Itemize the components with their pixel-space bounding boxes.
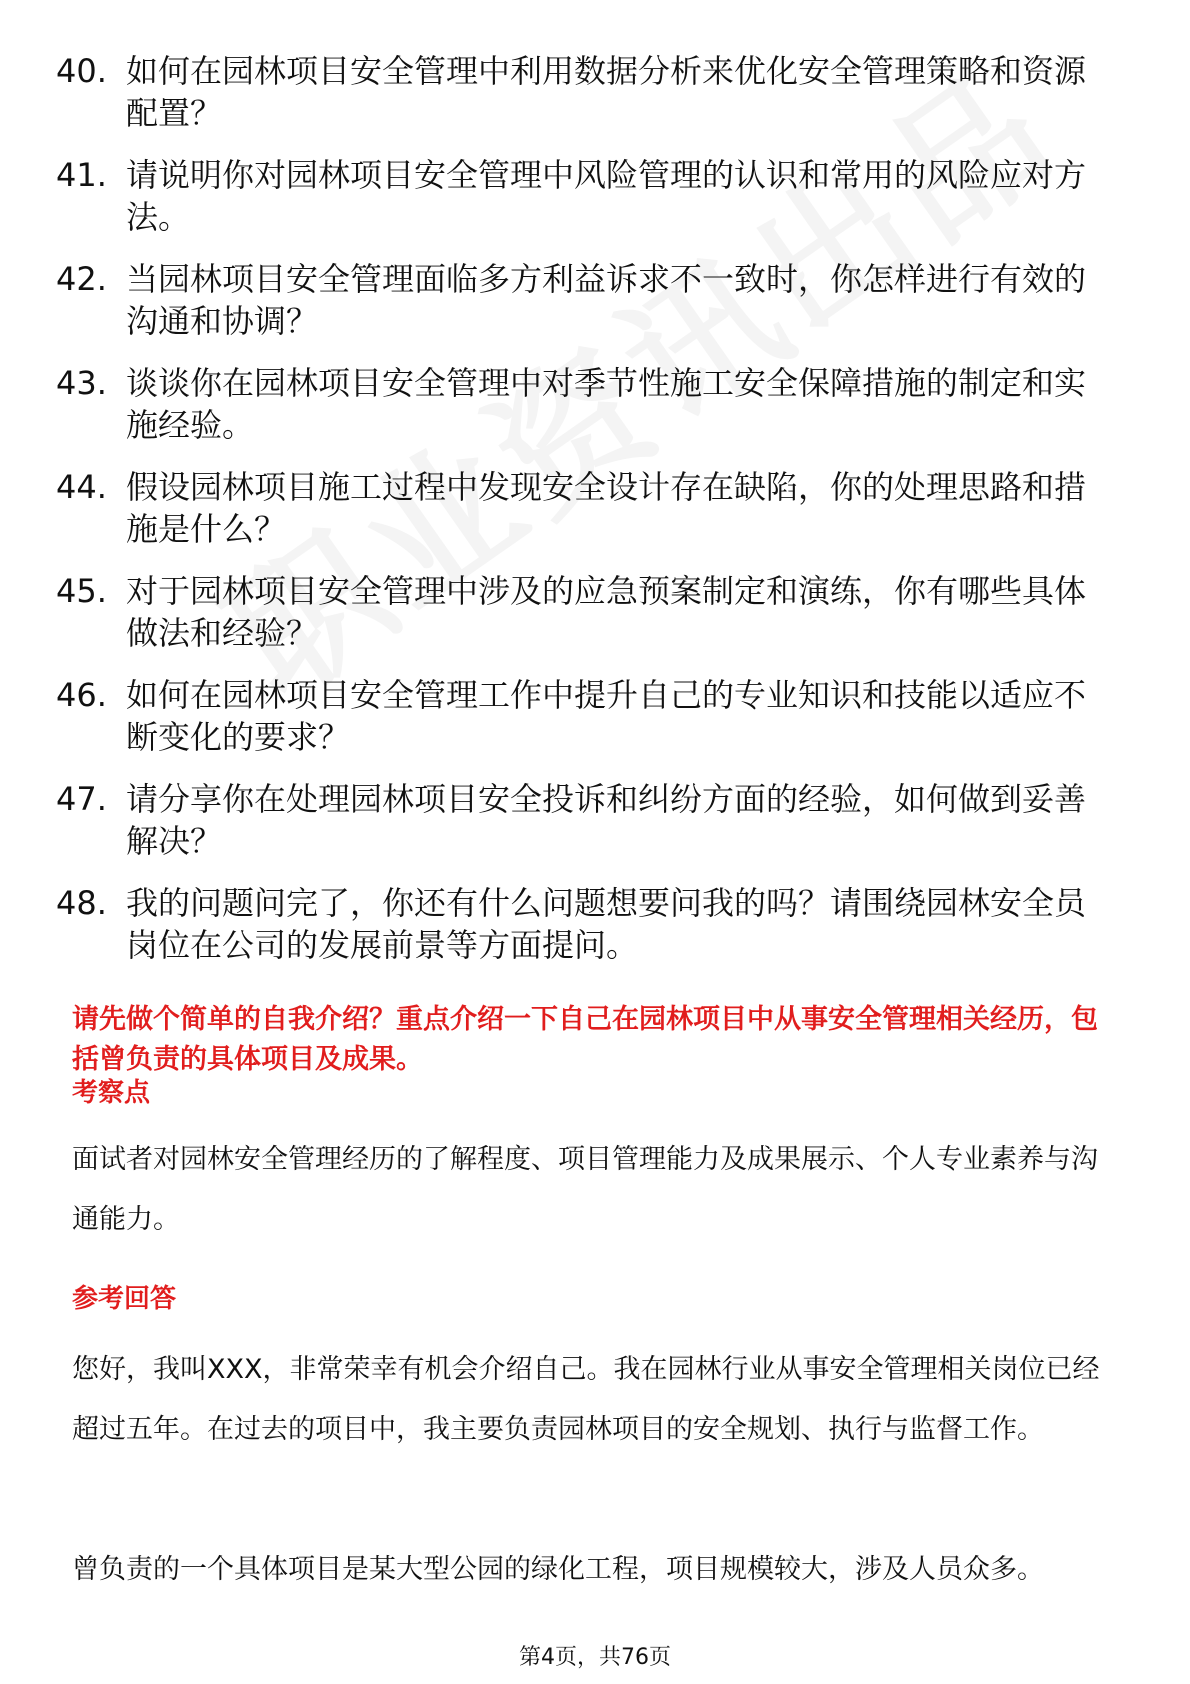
- reference-answer-title: 参考回答: [72, 1284, 177, 1314]
- question-text: 请分享你在处理园林项目安全投诉和纠纷方面的经验，如何做到妥善解决？: [126, 780, 1087, 860]
- question-item: [56, 154, 1136, 238]
- question-text: 谈谈你在园林项目安全管理中对季节性施工安全保障措施的制定和实施经验。: [126, 364, 1087, 444]
- question-number: 47.: [56, 780, 107, 818]
- question-number: 48.: [56, 884, 107, 922]
- highlight-question: 请先做个简单的自我介绍？重点介绍一下自己在园林项目中从事安全管理相关经历，包括曾负责的具体项目及成果。: [72, 1004, 1098, 1075]
- exam-point-text: 面试者对园林安全管理经历的了解程度、项目管理能力及成果展示、个人专业素养与沟通能力。: [72, 1144, 1098, 1235]
- question-item: [56, 466, 1136, 550]
- question-item: [56, 50, 1136, 134]
- question-item: [56, 882, 1136, 966]
- question-number: 46.: [56, 676, 107, 714]
- question-number: 42.: [56, 260, 107, 298]
- question-number: 43.: [56, 364, 107, 402]
- reference-paragraph: 曾负责的一个具体项目是某大型公园的绿化工程，项目规模较大，涉及人员众多。: [72, 1554, 1044, 1585]
- question-number: 45.: [56, 572, 107, 610]
- question-text: 对于园林项目安全管理中涉及的应急预案制定和演练，你有哪些具体做法和经验？: [126, 572, 1087, 652]
- question-number: 40.: [56, 52, 107, 90]
- exam-point-title: 考察点: [72, 1078, 151, 1108]
- question-list: [56, 50, 1136, 986]
- question-text: 我的问题问完了，你还有什么问题想要问我的吗？请围绕园林安全员岗位在公司的发展前景等方面提问。: [126, 884, 1087, 964]
- question-text: 请说明你对园林项目安全管理中风险管理的认识和常用的风险应对方法。: [126, 156, 1087, 236]
- reference-paragraph: 您好，我叫XXX，非常荣幸有机会介绍自己。我在园林行业从事安全管理相关岗位已经超过五年。在过去的项目中，我主要负责园林项目的安全规划、执行与监督工作。: [72, 1354, 1100, 1445]
- page-footer: 第4页，共76页: [519, 1645, 671, 1670]
- question-text: 当园林项目安全管理面临多方利益诉求不一致时，你怎样进行有效的沟通和协调？: [126, 260, 1087, 340]
- question-item: [56, 258, 1136, 342]
- question-item: [56, 362, 1136, 446]
- question-text: 如何在园林项目安全管理工作中提升自己的专业知识和技能以适应不断变化的要求？: [126, 676, 1087, 756]
- question-item: [56, 674, 1136, 758]
- question-text: 假设园林项目施工过程中发现安全设计存在缺陷，你的处理思路和措施是什么？: [126, 468, 1087, 548]
- question-item: [56, 570, 1136, 654]
- question-number: 41.: [56, 156, 107, 194]
- question-text: 如何在园林项目安全管理中利用数据分析来优化安全管理策略和资源配置？: [126, 52, 1087, 132]
- question-number: 44.: [56, 468, 107, 506]
- question-item: [56, 778, 1136, 862]
